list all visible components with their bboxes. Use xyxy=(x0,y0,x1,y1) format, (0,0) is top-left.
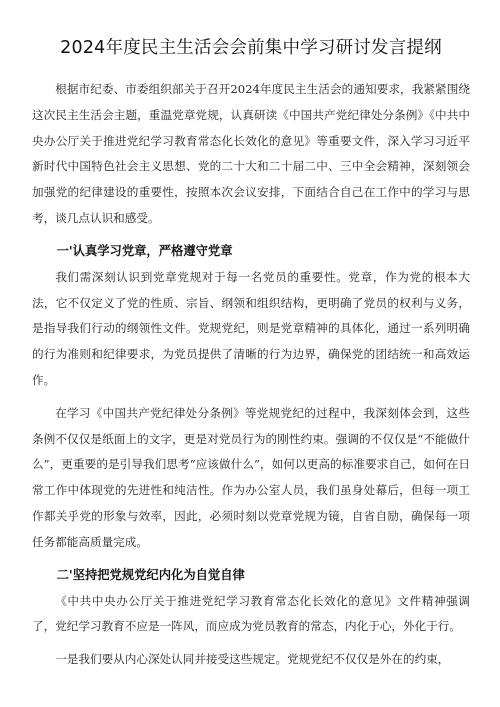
section-heading: 二'坚持把党规党纪内化为自觉自律 xyxy=(56,567,245,582)
section-2 xyxy=(32,563,470,673)
intro-paragraph: 根据市纪委、市委组织部关于召开2024年度民主生活会的通知要求，我紧紧围绕这次民主生活会主题，重温党章党规，认真研读《中国共产党纪律处分条例》《中共中央办公厅关于推进党纪学习教育常态化长效化的意见》等重要文件，深入学习习近平新时代中国特色社会主义思想、党的二十大和二十届二中、三中全会精神，深刻领会加强党的纪律建设的重要性，按照本次会议安排，下面结合自己在工作中的学习与思考，谈几点认识和感受。 xyxy=(32,82,470,225)
document-title: 2024年度民主生活会会前集中学习研讨发言提纲 xyxy=(60,38,442,58)
body-paragraph: 一是我们要从内心深处认同并接受这些规定。党规党纪不仅仅是外在的约束， xyxy=(55,652,450,667)
section-1 xyxy=(32,239,470,556)
body-paragraph: 我们需深刻认识到党章党规对于每一名党员的重要性。党章，作为党的根本大法，它不仅定义了党的性质、宗旨、纲领和组织结构，更明确了党员的权利与义务，是指导我们行动的纲领性文件。党规党纪，则是党章精神的具体化，通过一系列明确的行为准则和纪律要求，为党员提供了清晰的行为边界，确保党的团结统一和高效运作。 xyxy=(32,269,470,387)
body-paragraph: 《中共中央办公厅关于推进党纪学习教育常态化长效化的意见》文件精神强调了，党纪学习教育不应是一阵风，而应成为党员教育的常态，内化于心，外化于行。 xyxy=(32,593,470,634)
section-heading: 一'认真学习党章，严格遵守党章 xyxy=(56,243,233,258)
body-paragraph: 在学习《中国共产党纪律处分条例》等党规党纪的过程中，我深刻体会到，这些条例不仅仅是纸面上的文字，更是对党员行为的刚性约束。强调的不仅仅是“不能做什么”，更重要的是引导我们思考“应该做什么”，如何以更高的标准要求自己，如何在日常工作中体现党的先进性和纯洁性。作为办公室人员，我们虽身处幕后，但每一项工作都关乎党的形象与效率，因此，必须时刻以党章党规为镜，自省自励，确保每一项任务都能高质量完成。 xyxy=(32,405,470,549)
